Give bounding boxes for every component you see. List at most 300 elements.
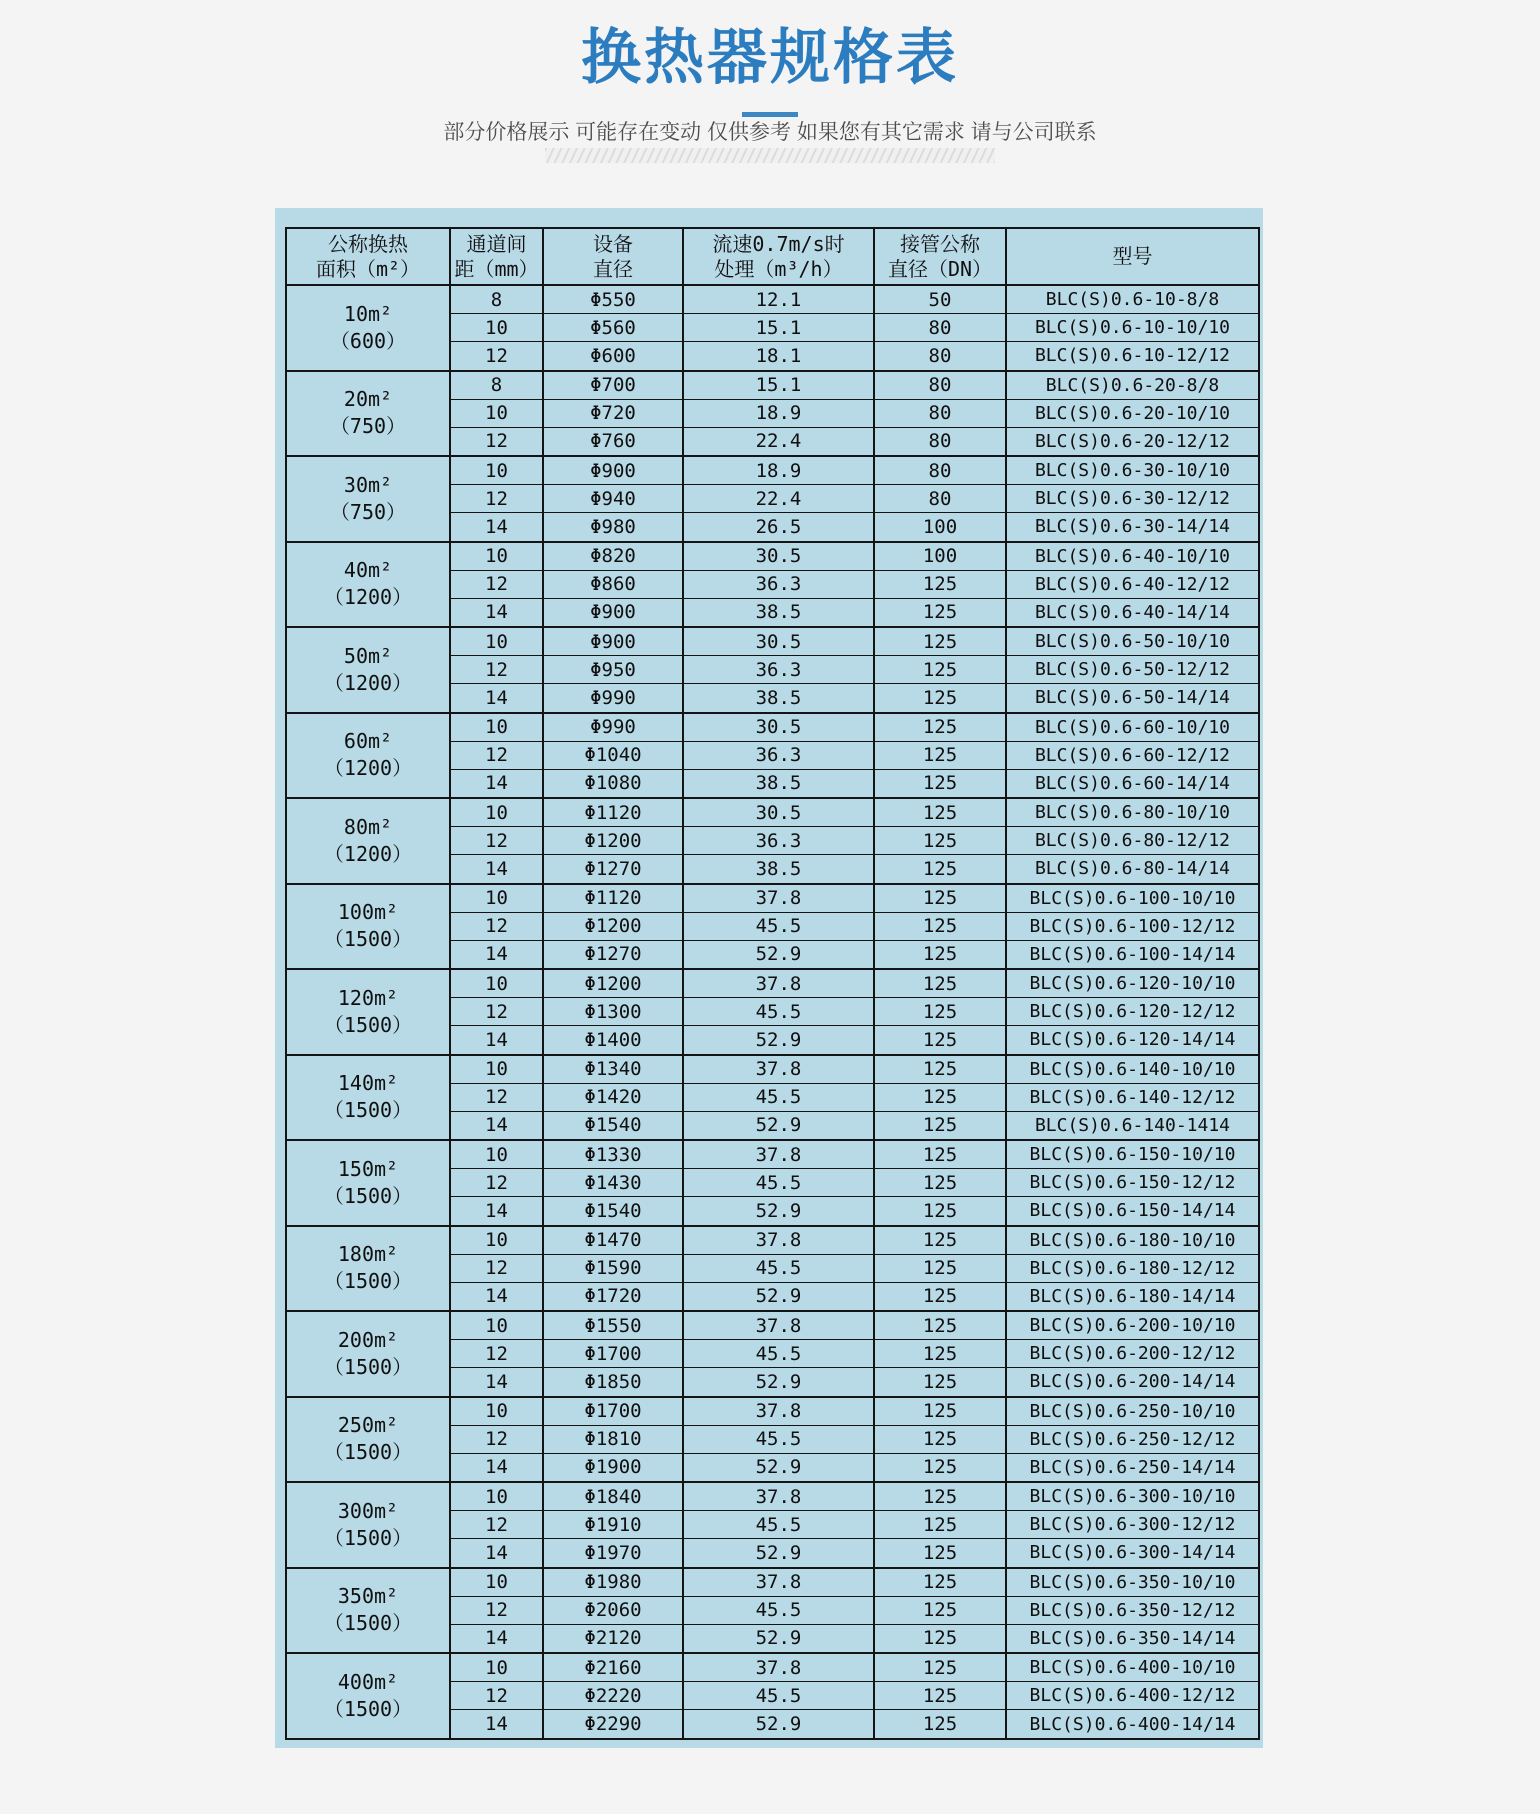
area-cell	[286, 1311, 450, 1397]
dn-cell: 125	[874, 1368, 1006, 1397]
area-capacity: （1500）	[323, 1012, 413, 1037]
flow-cell: 36.3	[683, 741, 874, 769]
diameter-cell: Φ900	[543, 456, 683, 485]
dn-cell: 125	[874, 627, 1006, 656]
spacing-cell: 12	[450, 485, 543, 513]
dn-cell: 80	[874, 371, 1006, 400]
table-row	[286, 969, 1259, 998]
spacing-cell: 12	[450, 1083, 543, 1111]
diameter-cell: Φ1270	[543, 855, 683, 884]
model-cell: BLC(S)0.6-40-12/12	[1006, 570, 1259, 598]
flow-cell: 15.1	[683, 314, 874, 342]
model-cell: BLC(S)0.6-60-14/14	[1006, 769, 1259, 798]
spec-table	[285, 227, 1260, 1740]
spacing-cell: 14	[450, 1624, 543, 1653]
dn-cell: 125	[874, 940, 1006, 969]
diameter-cell: Φ1200	[543, 969, 683, 998]
area-cell	[286, 456, 450, 542]
spacing-cell: 10	[450, 456, 543, 485]
model-cell: BLC(S)0.6-80-10/10	[1006, 798, 1259, 827]
model-cell: BLC(S)0.6-50-10/10	[1006, 627, 1259, 656]
diameter-cell: Φ1120	[543, 884, 683, 913]
diameter-cell: Φ2290	[543, 1710, 683, 1739]
diameter-cell: Φ900	[543, 627, 683, 656]
diameter-cell: Φ1200	[543, 912, 683, 940]
spacing-cell: 14	[450, 1368, 543, 1397]
flow-cell: 45.5	[683, 1169, 874, 1197]
area-capacity: （1200）	[323, 841, 413, 866]
spacing-cell: 14	[450, 513, 543, 542]
model-cell: BLC(S)0.6-250-12/12	[1006, 1425, 1259, 1453]
diameter-cell: Φ900	[543, 598, 683, 627]
header-line: 设备	[593, 231, 633, 256]
area-capacity: （750）	[329, 414, 407, 439]
spacing-cell: 12	[450, 1682, 543, 1710]
flow-cell: 37.8	[683, 1140, 874, 1169]
table-row	[286, 1482, 1259, 1511]
area-capacity: （1500）	[323, 1183, 413, 1208]
diameter-cell: Φ1120	[543, 798, 683, 827]
spacing-cell: 14	[450, 1453, 543, 1482]
spacing-cell: 12	[450, 570, 543, 598]
spacing-cell: 10	[450, 1653, 543, 1682]
header-line: 处理（m³/h）	[714, 256, 843, 281]
dn-cell: 125	[874, 598, 1006, 627]
dn-cell: 125	[874, 969, 1006, 998]
page-subtitle: 部分价格展示 可能存在变动 仅供参考 如果您有其它需求 请与公司联系	[443, 121, 1097, 144]
dn-cell: 125	[874, 1539, 1006, 1568]
area-cell	[286, 1226, 450, 1312]
dn-cell: 125	[874, 769, 1006, 798]
model-cell: BLC(S)0.6-250-14/14	[1006, 1453, 1259, 1482]
flow-cell: 45.5	[683, 1083, 874, 1111]
flow-cell: 52.9	[683, 1368, 874, 1397]
model-cell: BLC(S)0.6-150-14/14	[1006, 1197, 1259, 1226]
decorative-hatch-strip	[545, 148, 995, 163]
model-cell: BLC(S)0.6-60-10/10	[1006, 713, 1259, 742]
area-value: 40m²	[343, 558, 393, 583]
area-cell	[286, 542, 450, 628]
table-row	[286, 1311, 1259, 1340]
diameter-cell: Φ950	[543, 656, 683, 684]
diameter-cell: Φ700	[543, 371, 683, 400]
table-row	[286, 1055, 1259, 1084]
flow-cell: 45.5	[683, 1340, 874, 1368]
table-row	[286, 371, 1259, 400]
area-value: 100m²	[337, 900, 399, 925]
header-row	[286, 228, 1259, 285]
model-cell: BLC(S)0.6-20-8/8	[1006, 371, 1259, 400]
spacing-cell: 12	[450, 912, 543, 940]
dn-cell: 100	[874, 542, 1006, 571]
table-row	[286, 713, 1259, 742]
diameter-cell: Φ1970	[543, 1539, 683, 1568]
flow-cell: 52.9	[683, 1453, 874, 1482]
spacing-cell: 10	[450, 314, 543, 342]
flow-cell: 37.8	[683, 1055, 874, 1084]
model-cell: BLC(S)0.6-350-14/14	[1006, 1624, 1259, 1653]
model-cell: BLC(S)0.6-100-10/10	[1006, 884, 1259, 913]
model-cell: BLC(S)0.6-400-10/10	[1006, 1653, 1259, 1682]
dn-cell: 125	[874, 1340, 1006, 1368]
area-cell	[286, 884, 450, 970]
diameter-cell: Φ940	[543, 485, 683, 513]
page-title: 换热器规格表	[581, 24, 959, 91]
dn-cell: 125	[874, 1111, 1006, 1140]
table-row	[286, 542, 1259, 571]
area-cell	[286, 1140, 450, 1226]
area-capacity: （1500）	[323, 1611, 413, 1636]
area-capacity: （1200）	[323, 585, 413, 610]
model-cell: BLC(S)0.6-400-12/12	[1006, 1682, 1259, 1710]
model-cell: BLC(S)0.6-10-10/10	[1006, 314, 1259, 342]
table-row	[286, 1568, 1259, 1597]
flow-cell: 18.1	[683, 342, 874, 371]
flow-cell: 52.9	[683, 1710, 874, 1739]
model-cell: BLC(S)0.6-400-14/14	[1006, 1710, 1259, 1739]
diameter-cell: Φ820	[543, 542, 683, 571]
area-cell	[286, 1653, 450, 1739]
diameter-cell: Φ1720	[543, 1282, 683, 1311]
diameter-cell: Φ1900	[543, 1453, 683, 1482]
flow-cell: 45.5	[683, 1254, 874, 1282]
dn-cell: 125	[874, 656, 1006, 684]
spacing-cell: 10	[450, 713, 543, 742]
flow-cell: 18.9	[683, 399, 874, 427]
diameter-cell: Φ1980	[543, 1568, 683, 1597]
flow-cell: 30.5	[683, 713, 874, 742]
model-cell: BLC(S)0.6-100-14/14	[1006, 940, 1259, 969]
flow-cell: 22.4	[683, 485, 874, 513]
flow-cell: 37.8	[683, 1397, 874, 1426]
diameter-cell: Φ1200	[543, 827, 683, 855]
flow-cell: 37.8	[683, 1311, 874, 1340]
flow-cell: 37.8	[683, 1482, 874, 1511]
dn-cell: 125	[874, 570, 1006, 598]
dn-cell: 50	[874, 285, 1006, 314]
spacing-cell: 14	[450, 1026, 543, 1055]
model-cell: BLC(S)0.6-50-12/12	[1006, 656, 1259, 684]
spacing-cell: 8	[450, 371, 543, 400]
area-value: 300m²	[337, 1498, 399, 1523]
diameter-cell: Φ560	[543, 314, 683, 342]
flow-cell: 45.5	[683, 1682, 874, 1710]
model-cell: BLC(S)0.6-180-14/14	[1006, 1282, 1259, 1311]
model-cell: BLC(S)0.6-120-12/12	[1006, 998, 1259, 1026]
model-cell: BLC(S)0.6-10-12/12	[1006, 342, 1259, 371]
dn-cell: 125	[874, 713, 1006, 742]
dn-cell: 125	[874, 1682, 1006, 1710]
flow-cell: 38.5	[683, 769, 874, 798]
model-cell: BLC(S)0.6-140-1414	[1006, 1111, 1259, 1140]
spacing-cell: 12	[450, 998, 543, 1026]
spacing-cell: 10	[450, 1397, 543, 1426]
diameter-cell: Φ990	[543, 713, 683, 742]
diameter-cell: Φ980	[543, 513, 683, 542]
flow-cell: 45.5	[683, 1425, 874, 1453]
spacing-cell: 12	[450, 342, 543, 371]
dn-cell: 125	[874, 1453, 1006, 1482]
flow-cell: 38.5	[683, 855, 874, 884]
model-cell: BLC(S)0.6-30-12/12	[1006, 485, 1259, 513]
header-line: 距（mm）	[454, 256, 539, 281]
flow-cell: 38.5	[683, 684, 874, 713]
diameter-cell: Φ990	[543, 684, 683, 713]
spacing-cell: 12	[450, 1169, 543, 1197]
dn-cell: 80	[874, 485, 1006, 513]
dn-cell: 80	[874, 399, 1006, 427]
area-capacity: （1500）	[323, 1697, 413, 1721]
dn-cell: 125	[874, 1482, 1006, 1511]
area-value: 250m²	[337, 1413, 399, 1438]
model-cell: BLC(S)0.6-80-14/14	[1006, 855, 1259, 884]
dn-cell: 125	[874, 1511, 1006, 1539]
diameter-cell: Φ1840	[543, 1482, 683, 1511]
dn-cell: 80	[874, 456, 1006, 485]
spacing-cell: 14	[450, 684, 543, 713]
header-spacing	[450, 228, 543, 285]
flow-cell: 45.5	[683, 1596, 874, 1624]
model-cell: BLC(S)0.6-20-10/10	[1006, 399, 1259, 427]
flow-cell: 52.9	[683, 1282, 874, 1311]
area-value: 60m²	[343, 729, 393, 754]
spacing-cell: 14	[450, 940, 543, 969]
header-area	[286, 228, 450, 285]
diameter-cell: Φ600	[543, 342, 683, 371]
model-cell: BLC(S)0.6-30-10/10	[1006, 456, 1259, 485]
diameter-cell: Φ1540	[543, 1197, 683, 1226]
spacing-cell: 8	[450, 285, 543, 314]
flow-cell: 36.3	[683, 827, 874, 855]
area-value: 20m²	[343, 387, 393, 412]
model-cell: BLC(S)0.6-80-12/12	[1006, 827, 1259, 855]
diameter-cell: Φ1910	[543, 1511, 683, 1539]
dn-cell: 125	[874, 998, 1006, 1026]
table-row	[286, 1140, 1259, 1169]
area-capacity: （1200）	[323, 670, 413, 695]
flow-cell: 30.5	[683, 798, 874, 827]
spacing-cell: 12	[450, 1596, 543, 1624]
spacing-cell: 12	[450, 1425, 543, 1453]
area-value: 350m²	[337, 1584, 399, 1609]
model-cell: BLC(S)0.6-120-14/14	[1006, 1026, 1259, 1055]
header-flow	[683, 228, 874, 285]
diameter-cell: Φ2220	[543, 1682, 683, 1710]
model-cell: BLC(S)0.6-250-10/10	[1006, 1397, 1259, 1426]
diameter-cell: Φ760	[543, 427, 683, 456]
area-capacity: （1500）	[323, 1098, 413, 1123]
table-row	[286, 627, 1259, 656]
flow-cell: 30.5	[683, 627, 874, 656]
flow-cell: 45.5	[683, 998, 874, 1026]
area-capacity: （1200）	[323, 756, 413, 781]
dn-cell: 80	[874, 314, 1006, 342]
area-cell	[286, 371, 450, 457]
header-dn	[874, 228, 1006, 285]
flow-cell: 12.1	[683, 285, 874, 314]
dn-cell: 80	[874, 427, 1006, 456]
area-capacity: （1500）	[323, 1354, 413, 1379]
dn-cell: 125	[874, 1397, 1006, 1426]
flow-cell: 45.5	[683, 1511, 874, 1539]
model-cell: BLC(S)0.6-140-12/12	[1006, 1083, 1259, 1111]
area-value: 200m²	[337, 1327, 399, 1352]
spacing-cell: 12	[450, 827, 543, 855]
dn-cell: 125	[874, 1226, 1006, 1255]
flow-cell: 52.9	[683, 1539, 874, 1568]
area-cell	[286, 713, 450, 799]
spacing-cell: 10	[450, 798, 543, 827]
diameter-cell: Φ1330	[543, 1140, 683, 1169]
dn-cell: 125	[874, 1254, 1006, 1282]
spacing-cell: 10	[450, 542, 543, 571]
area-value: 400m²	[337, 1670, 399, 1694]
dn-cell: 125	[874, 1568, 1006, 1597]
dn-cell: 125	[874, 1026, 1006, 1055]
table-row	[286, 798, 1259, 827]
spacing-cell: 14	[450, 1197, 543, 1226]
header-line: 型号	[1112, 244, 1153, 268]
diameter-cell: Φ860	[543, 570, 683, 598]
model-cell: BLC(S)0.6-350-10/10	[1006, 1568, 1259, 1597]
area-cell	[286, 798, 450, 884]
spacing-cell: 10	[450, 1226, 543, 1255]
spacing-cell: 12	[450, 741, 543, 769]
flow-cell: 15.1	[683, 371, 874, 400]
diameter-cell: Φ1590	[543, 1254, 683, 1282]
header-line: 直径（DN）	[887, 256, 993, 281]
dn-cell: 125	[874, 684, 1006, 713]
dn-cell: 125	[874, 1710, 1006, 1739]
flow-cell: 36.3	[683, 656, 874, 684]
flow-cell: 45.5	[683, 912, 874, 940]
dn-cell: 125	[874, 1169, 1006, 1197]
spacing-cell: 12	[450, 427, 543, 456]
spacing-cell: 10	[450, 399, 543, 427]
spacing-cell: 10	[450, 1140, 543, 1169]
dn-cell: 125	[874, 1282, 1006, 1311]
area-cell	[286, 1482, 450, 1568]
model-cell: BLC(S)0.6-50-14/14	[1006, 684, 1259, 713]
flow-cell: 37.8	[683, 969, 874, 998]
spec-table-body	[286, 285, 1259, 1739]
area-capacity: （1500）	[323, 1525, 413, 1550]
diameter-cell: Φ1470	[543, 1226, 683, 1255]
model-cell: BLC(S)0.6-200-10/10	[1006, 1311, 1259, 1340]
dn-cell: 100	[874, 513, 1006, 542]
spacing-cell: 14	[450, 1710, 543, 1739]
spacing-cell: 10	[450, 627, 543, 656]
table-row	[286, 456, 1259, 485]
model-cell: BLC(S)0.6-150-10/10	[1006, 1140, 1259, 1169]
area-value: 50m²	[343, 643, 393, 668]
flow-cell: 26.5	[683, 513, 874, 542]
area-capacity: （600）	[329, 328, 407, 353]
spacing-cell: 12	[450, 656, 543, 684]
table-row	[286, 1397, 1259, 1426]
dn-cell: 125	[874, 855, 1006, 884]
dn-cell: 125	[874, 741, 1006, 769]
flow-cell: 52.9	[683, 940, 874, 969]
area-cell	[286, 969, 450, 1055]
header-line: 接管公称	[900, 231, 980, 256]
flow-cell: 18.9	[683, 456, 874, 485]
model-cell: BLC(S)0.6-300-10/10	[1006, 1482, 1259, 1511]
area-capacity: （1500）	[323, 1269, 413, 1294]
diameter-cell: Φ1810	[543, 1425, 683, 1453]
flow-cell: 38.5	[683, 598, 874, 627]
spacing-cell: 12	[450, 1340, 543, 1368]
area-value: 120m²	[337, 985, 399, 1010]
dn-cell: 80	[874, 342, 1006, 371]
area-cell	[286, 285, 450, 371]
header-line: 流速0.7m/s时	[712, 231, 845, 256]
flow-cell: 52.9	[683, 1111, 874, 1140]
flow-cell: 52.9	[683, 1197, 874, 1226]
diameter-cell: Φ1300	[543, 998, 683, 1026]
flow-cell: 30.5	[683, 542, 874, 571]
spacing-cell: 14	[450, 1539, 543, 1568]
diameter-cell: Φ1550	[543, 1311, 683, 1340]
header-line: 面积（m²）	[315, 256, 421, 281]
dn-cell: 125	[874, 1140, 1006, 1169]
header-model	[1006, 228, 1259, 285]
flow-cell: 37.8	[683, 884, 874, 913]
dn-cell: 125	[874, 798, 1006, 827]
area-cell	[286, 1397, 450, 1483]
spacing-cell: 14	[450, 1111, 543, 1140]
model-cell: BLC(S)0.6-180-10/10	[1006, 1226, 1259, 1255]
flow-cell: 36.3	[683, 570, 874, 598]
model-cell: BLC(S)0.6-150-12/12	[1006, 1169, 1259, 1197]
model-cell: BLC(S)0.6-60-12/12	[1006, 741, 1259, 769]
diameter-cell: Φ1540	[543, 1111, 683, 1140]
flow-cell: 52.9	[683, 1026, 874, 1055]
table-row	[286, 285, 1259, 314]
spacing-cell: 14	[450, 598, 543, 627]
model-cell: BLC(S)0.6-180-12/12	[1006, 1254, 1259, 1282]
diameter-cell: Φ2120	[543, 1624, 683, 1653]
header-line: 直径	[593, 256, 633, 281]
model-cell: BLC(S)0.6-30-14/14	[1006, 513, 1259, 542]
spec-panel	[275, 208, 1263, 1748]
header-diameter	[543, 228, 683, 285]
flow-cell: 37.8	[683, 1653, 874, 1682]
dn-cell: 125	[874, 1197, 1006, 1226]
diameter-cell: Φ720	[543, 399, 683, 427]
model-cell: BLC(S)0.6-300-12/12	[1006, 1511, 1259, 1539]
table-row	[286, 884, 1259, 913]
spacing-cell: 10	[450, 1311, 543, 1340]
area-value: 30m²	[343, 472, 393, 497]
area-capacity: （1500）	[323, 927, 413, 952]
diameter-cell: Φ1430	[543, 1169, 683, 1197]
model-cell: BLC(S)0.6-200-14/14	[1006, 1368, 1259, 1397]
spacing-cell: 10	[450, 969, 543, 998]
spacing-cell: 10	[450, 1055, 543, 1084]
dn-cell: 125	[874, 827, 1006, 855]
area-capacity: （750）	[329, 499, 407, 524]
header-line: 通道间	[466, 231, 527, 256]
area-value: 150m²	[337, 1156, 399, 1181]
dn-cell: 125	[874, 1624, 1006, 1653]
spacing-cell: 14	[450, 769, 543, 798]
diameter-cell: Φ2060	[543, 1596, 683, 1624]
area-value: 80m²	[343, 814, 393, 839]
model-cell: BLC(S)0.6-40-10/10	[1006, 542, 1259, 571]
diameter-cell: Φ1850	[543, 1368, 683, 1397]
model-cell: BLC(S)0.6-300-14/14	[1006, 1539, 1259, 1568]
